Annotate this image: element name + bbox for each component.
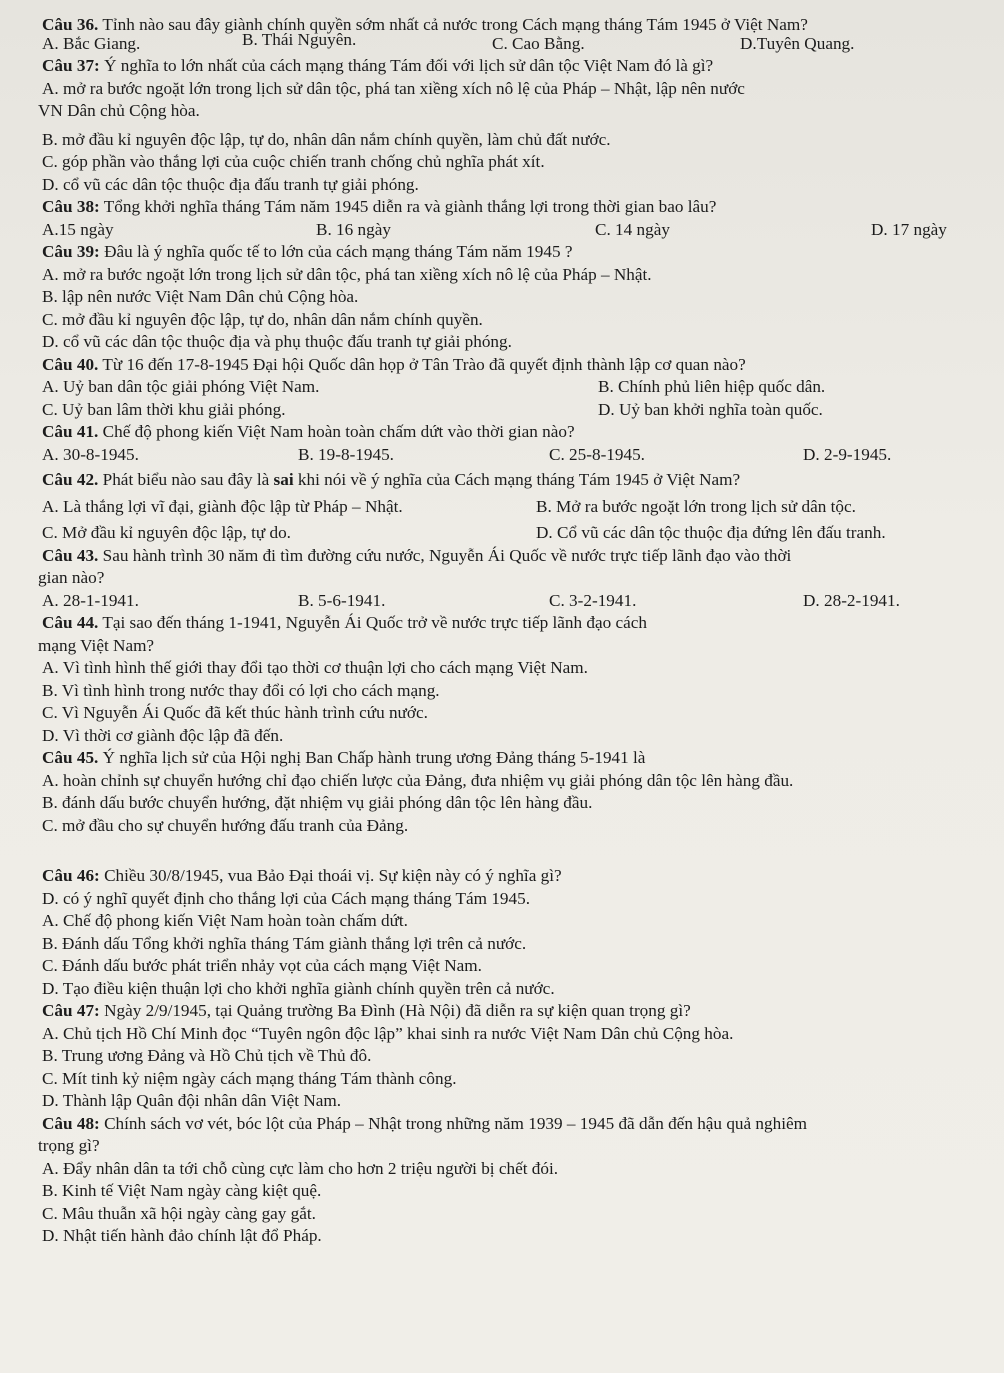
question-39 <box>42 241 986 354</box>
question-37-option-c: C. góp phần vào thắng lợi của cuộc chiến tranh chống chủ nghĩa phát xít. <box>42 152 545 171</box>
question-42-option-d: D. Cổ vũ các dân tộc thuộc địa đứng lên đấu tranh. <box>536 523 886 542</box>
question-41-text: Chế độ phong kiến Việt Nam hoàn toàn chấm dứt vào thời gian nào? <box>98 422 575 441</box>
question-38-text: Tổng khởi nghĩa tháng Tám năm 1945 diễn ra và giành thắng lợi trong thời gian bao lâu? <box>99 197 717 216</box>
question-47-number: Câu 47: <box>42 1001 100 1020</box>
question-38-option-c: C. 14 ngày <box>595 219 670 239</box>
question-48-number: Câu 48: <box>42 1113 100 1133</box>
question-41-title <box>42 421 986 444</box>
question-47-option-b: B. Trung ương Đảng và Hồ Chủ tịch về Thủ đô. <box>42 1046 372 1065</box>
question-37-number: Câu 37: <box>42 56 100 75</box>
question-43-number: Câu 43. <box>42 545 99 565</box>
question-39-option-b: B. lập nên nước Việt Nam Dân chủ Cộng hòa. <box>42 287 359 306</box>
question-40-number: Câu 40. <box>42 354 99 374</box>
question-42 <box>42 469 986 545</box>
question-37-title <box>42 55 986 78</box>
question-43-title <box>42 545 986 568</box>
question-36-option-a: A. Bắc Giang. <box>42 33 141 53</box>
question-42-text-after: khi nói về ý nghĩa của Cách mạng tháng Tám 1945 ở Việt Nam? <box>293 470 741 489</box>
question-45-option-a: A. hoàn chỉnh sự chuyển hướng chỉ đạo chiến lược của Đảng, đưa nhiệm vụ giải phóng dân tộc lên hàng đầu. <box>42 770 794 790</box>
question-47-title <box>42 1000 986 1023</box>
question-38-title <box>42 196 986 219</box>
question-42-option-c: C. Mở đầu kỉ nguyên độc lập, tự do. <box>42 523 291 542</box>
question-42-option-a: A. Là thắng lợi vĩ đại, giành độc lập từ Pháp – Nhật. <box>42 496 403 516</box>
question-40-option-b: B. Chính phủ liên hiệp quốc dân. <box>598 377 826 396</box>
question-45-number: Câu 45. <box>42 748 99 767</box>
question-48-title <box>42 1113 986 1136</box>
question-43-option-a: A. 28-1-1941. <box>42 590 139 610</box>
spacer <box>42 837 986 865</box>
question-43-option-d: D. 28-2-1941. <box>803 590 900 610</box>
question-48-option-c: C. Mâu thuẫn xã hội ngày càng gay gắt. <box>42 1203 316 1223</box>
question-40-option-c: C. Uỷ ban lâm thời khu giải phóng. <box>42 399 286 419</box>
question-41-option-c: C. 25-8-1945. <box>549 444 645 464</box>
question-44-title <box>42 612 986 635</box>
question-38-option-b: B. 16 ngày <box>316 219 391 239</box>
question-42-text-before: Phát biểu nào sau đây là <box>98 470 274 489</box>
question-39-title <box>42 241 986 264</box>
question-36-text: Tỉnh nào sau đây giành chính quyền sớm nhất cả nước trong Cách mạng tháng Tám 1945 ở Việt Nam? <box>98 15 808 34</box>
question-47-text: Ngày 2/9/1945, tại Quảng trường Ba Đình (Hà Nội) đã diễn ra sự kiện quan trọng gì? <box>99 1001 691 1020</box>
question-39-option-d: D. cổ vũ các dân tộc thuộc địa và phụ thuộc đấu tranh tự giải phóng. <box>42 332 512 351</box>
question-45-text: Ý nghĩa lịch sử của Hội nghị Ban Chấp hành trung ương Đảng tháng 5-1941 là <box>98 748 646 767</box>
question-36 <box>42 14 986 55</box>
question-45-title <box>42 747 986 770</box>
question-46 <box>42 865 986 1000</box>
question-46-title <box>42 865 986 888</box>
question-40-option-d: D. Uỷ ban khởi nghĩa toàn quốc. <box>598 399 823 419</box>
question-44-option-d: D. Vì thời cơ giành độc lập đã đến. <box>42 725 284 745</box>
question-37-option-d: D. cổ vũ các dân tộc thuộc địa đấu tranh tự giải phóng. <box>42 174 419 194</box>
question-44-text: Tại sao đến tháng 1-1941, Nguyễn Ái Quốc trở về nước trực tiếp lãnh đạo cách <box>98 613 647 632</box>
question-40-option-a: A. Uỷ ban dân tộc giải phóng Việt Nam. <box>42 377 320 396</box>
question-36-option-c: C. Cao Bằng. <box>492 33 585 53</box>
question-47-option-d: D. Thành lập Quân đội nhân dân Việt Nam. <box>42 1091 342 1110</box>
question-38 <box>42 196 986 241</box>
question-36-number: Câu 36. <box>42 15 99 34</box>
question-37-option-a: A. mở ra bước ngoặt lớn trong lịch sử dân tộc, phá tan xiềng xích nô lệ của Pháp – Nhật, lập nên nước <box>42 78 745 98</box>
question-46-number: Câu 46: <box>42 866 100 885</box>
question-39-text: Đâu là ý nghĩa quốc tế to lớn của cách mạng tháng Tám năm 1945 ? <box>99 242 573 261</box>
question-39-option-c: C. mở đầu kỉ nguyên độc lập, tự do, nhân dân nắm chính quyền. <box>42 309 483 329</box>
question-43-option-c: C. 3-2-1941. <box>549 590 637 610</box>
question-46-option-d-extra: D. có ý nghĩ quyết định cho thắng lợi của Cách mạng tháng Tám 1945. <box>42 888 531 908</box>
question-45-option-b: B. đánh dấu bước chuyển hướng, đặt nhiệm vụ giải phóng dân tộc lên hàng đầu. <box>42 793 593 812</box>
question-40 <box>42 354 986 422</box>
question-43 <box>38 545 986 613</box>
question-41-option-b: B. 19-8-1945. <box>298 444 394 464</box>
question-41-option-a: A. 30-8-1945. <box>42 444 139 464</box>
question-37-option-b: B. mở đầu kỉ nguyên độc lập, tự do, nhân dân nắm chính quyền, làm chủ đất nước. <box>42 129 611 149</box>
question-46-option-d: D. Tạo điều kiện thuận lợi cho khởi nghĩa giành chính quyền trên cả nước. <box>42 978 555 998</box>
question-44-option-b: B. Vì tình hình trong nước thay đổi có lợi cho cách mạng. <box>42 680 440 700</box>
question-38-number: Câu 38: <box>42 197 100 216</box>
question-44-option-c: C. Vì Nguyễn Ái Quốc đã kết thúc hành trình cứu nước. <box>42 703 428 722</box>
question-40-title <box>42 354 986 377</box>
question-44-number: Câu 44. <box>42 613 99 632</box>
question-43-text: Sau hành trình 30 năm đi tìm đường cứu nước, Nguyễn Ái Quốc về nước trực tiếp lãnh đạo vào thời <box>98 545 792 565</box>
question-42-title <box>42 469 986 492</box>
question-44 <box>38 612 986 747</box>
question-46-option-a: A. Chế độ phong kiến Việt Nam hoàn toàn chấm dứt. <box>42 911 408 930</box>
question-42-number: Câu 42. <box>42 470 99 489</box>
question-48-option-d: D. Nhật tiến hành đảo chính lật đổ Pháp. <box>42 1226 322 1245</box>
question-43-option-b: B. 5-6-1941. <box>298 590 386 610</box>
question-47-option-c: C. Mít tinh kỷ niệm ngày cách mạng tháng Tám thành công. <box>42 1068 457 1088</box>
question-47-option-a: A. Chủ tịch Hồ Chí Minh đọc “Tuyên ngôn độc lập” khai sinh ra nước Việt Nam Dân chủ Cộng hòa. <box>42 1023 734 1043</box>
question-37-text: Ý nghĩa to lớn nhất của cách mạng tháng Tám đối với lịch sử dân tộc Việt Nam đó là gì? <box>99 56 714 75</box>
question-48-option-b: B. Kinh tế Việt Nam ngày càng kiệt quệ. <box>42 1181 322 1200</box>
question-39-option-a: A. mở ra bước ngoặt lớn trong lịch sử dân tộc, phá tan xiềng xích nô lệ của Pháp – Nhật. <box>42 264 652 284</box>
question-48-text: Chính sách vơ vét, bóc lột của Pháp – Nhật trong những năm 1939 – 1945 đã dẫn đến hậu quả nghiêm <box>99 1113 807 1133</box>
question-42-option-b: B. Mở ra bước ngoặt lớn trong lịch sử dân tộc. <box>536 496 856 516</box>
question-37 <box>38 55 986 196</box>
question-46-text: Chiều 30/8/1945, vua Bảo Đại thoái vị. Sự kiện này có ý nghĩa gì? <box>99 866 562 885</box>
question-45 <box>42 747 986 837</box>
question-37-option-a-cont: VN Dân chủ Cộng hòa. <box>38 101 200 120</box>
question-41-option-d: D. 2-9-1945. <box>803 444 892 464</box>
question-44-text-cont: mạng Việt Nam? <box>38 635 155 655</box>
question-45-option-c: C. mở đầu cho sự chuyển hướng đấu tranh của Đảng. <box>42 815 409 835</box>
question-36-option-d: D.Tuyên Quang. <box>740 33 855 53</box>
question-42-text-bold: sai <box>273 470 294 489</box>
question-48-text-cont: trọng gì? <box>38 1136 100 1155</box>
question-36-option-b: B. Thái Nguyên. <box>242 29 357 49</box>
question-41-number: Câu 41. <box>42 422 99 441</box>
question-46-option-b: B. Đánh dấu Tổng khởi nghĩa tháng Tám giành thắng lợi trên cả nước. <box>42 933 527 953</box>
question-38-option-d: D. 17 ngày <box>871 219 947 239</box>
question-41 <box>42 421 986 466</box>
question-47 <box>42 1000 986 1113</box>
question-40-text: Từ 16 đến 17-8-1945 Đại hội Quốc dân họp ở Tân Trào đã quyết định thành lập cơ quan nào? <box>98 354 746 374</box>
question-43-text-cont: gian nào? <box>38 568 105 587</box>
question-48-option-a: A. Đẩy nhân dân ta tới chỗ cùng cực làm cho hơn 2 triệu người bị chết đói. <box>42 1158 559 1178</box>
question-39-number: Câu 39: <box>42 242 100 261</box>
question-46-option-c: C. Đánh dấu bước phát triển nhảy vọt của cách mạng Việt Nam. <box>42 956 482 975</box>
question-44-option-a: A. Vì tình hình thế giới thay đổi tạo thời cơ thuận lợi cho cách mạng Việt Nam. <box>42 658 588 677</box>
question-48 <box>38 1113 986 1248</box>
question-38-option-a: A.15 ngày <box>42 219 114 239</box>
